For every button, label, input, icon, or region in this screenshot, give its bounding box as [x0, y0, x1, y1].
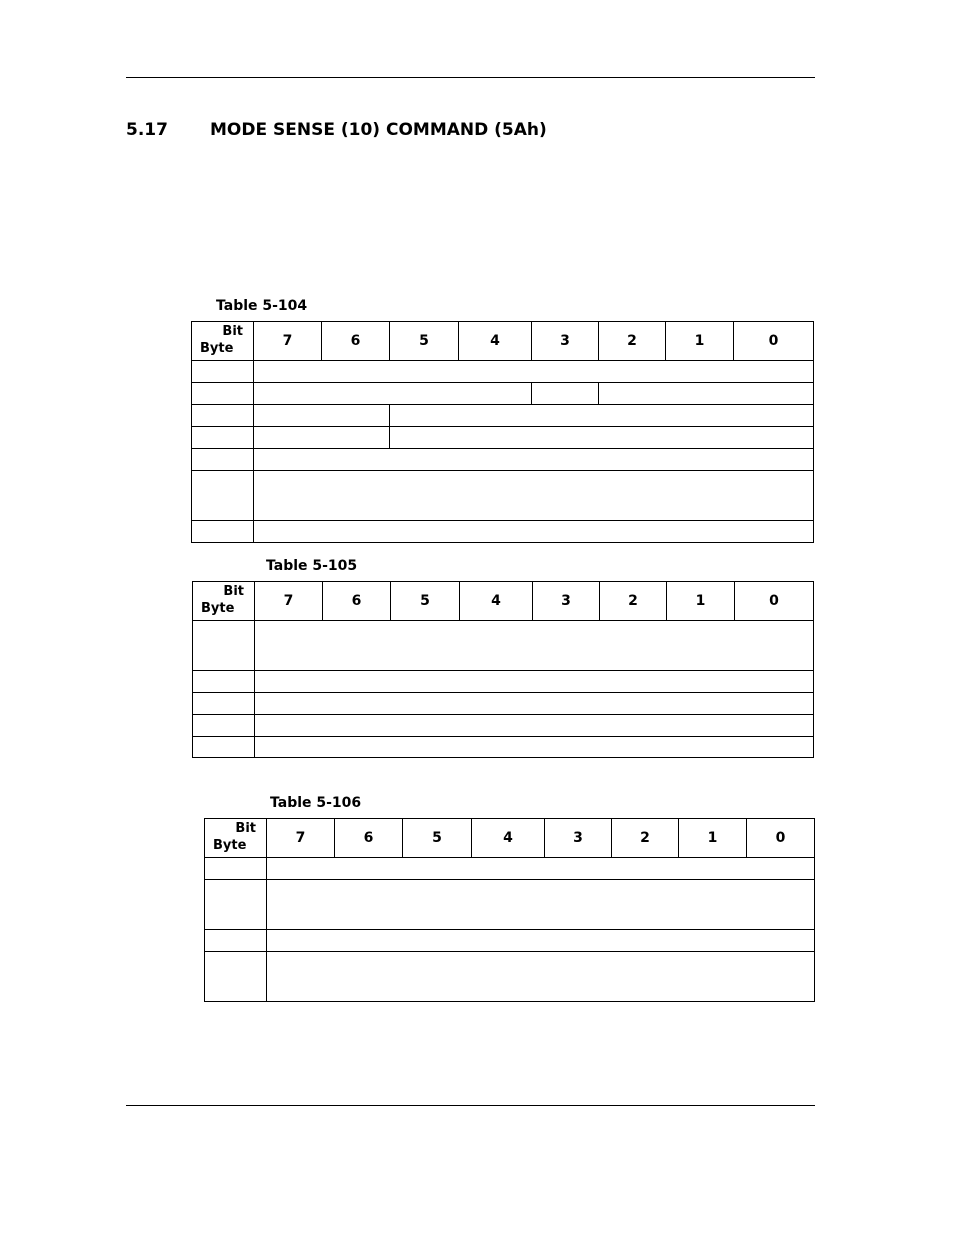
table-5-105 [192, 581, 814, 758]
field-cell [254, 383, 532, 405]
field-cell [390, 405, 814, 427]
bit-byte-header-cell [205, 819, 267, 858]
table-row [192, 521, 814, 543]
field-cell [255, 737, 814, 758]
table-row [205, 952, 815, 1002]
field-cell [254, 361, 814, 383]
bit-3-header: 3 [533, 582, 600, 621]
bit-3-header: 3 [545, 819, 612, 858]
bit-7-header: 7 [254, 322, 322, 361]
table-row [192, 449, 814, 471]
bit-0-header: 0 [734, 322, 814, 361]
byte-cell [205, 930, 267, 952]
table-row [193, 715, 814, 737]
footer-rule [126, 1105, 815, 1106]
bit-0-header: 0 [735, 582, 814, 621]
table-5-106 [204, 818, 815, 1002]
table-row [193, 671, 814, 693]
field-cell [254, 427, 390, 449]
bit-5-header: 5 [390, 322, 459, 361]
bit-byte-header-cell [192, 322, 254, 361]
byte-cell [192, 383, 254, 405]
bit-2-header: 2 [600, 582, 667, 621]
bit-7-header: 7 [267, 819, 335, 858]
table-caption-5-105: Table 5-105 [266, 558, 358, 574]
bit-label: Bit [223, 584, 244, 599]
section-number: 5.17 [126, 120, 168, 140]
field-cell [255, 671, 814, 693]
byte-cell [205, 880, 267, 930]
bit-2-header: 2 [599, 322, 666, 361]
header-rule [126, 77, 815, 78]
bit-4-header: 4 [460, 582, 533, 621]
table-header-row [193, 582, 814, 621]
field-cell [267, 858, 815, 880]
table-row [192, 383, 814, 405]
bit-6-header: 6 [322, 322, 390, 361]
table-row [205, 930, 815, 952]
bit-4-header: 4 [459, 322, 532, 361]
bit-1-header: 1 [667, 582, 735, 621]
byte-cell [193, 737, 255, 758]
field-cell [255, 715, 814, 737]
field-cell [254, 449, 814, 471]
table-row [192, 427, 814, 449]
field-cell [254, 521, 814, 543]
bit-label: Bit [235, 821, 256, 836]
byte-cell [193, 693, 255, 715]
bit-7-header: 7 [255, 582, 323, 621]
byte-label: Byte [201, 601, 235, 616]
table-row [193, 693, 814, 715]
byte-label: Byte [200, 341, 234, 356]
byte-label: Byte [213, 838, 247, 853]
field-cell [532, 383, 599, 405]
byte-cell [193, 671, 255, 693]
bit-6-header: 6 [323, 582, 391, 621]
bit-byte-header-cell [193, 582, 255, 621]
byte-cell [193, 715, 255, 737]
field-cell [390, 427, 814, 449]
field-cell [254, 471, 814, 521]
table-row [193, 737, 814, 758]
table-row [192, 405, 814, 427]
table-5-104 [191, 321, 814, 543]
field-cell [255, 693, 814, 715]
table-caption-5-104: Table 5-104 [216, 298, 308, 314]
bit-label: Bit [222, 324, 243, 339]
byte-cell [192, 405, 254, 427]
field-cell [599, 383, 814, 405]
byte-cell [205, 858, 267, 880]
field-cell [267, 880, 815, 930]
table-caption-5-106: Table 5-106 [270, 795, 362, 811]
bit-1-header: 1 [666, 322, 734, 361]
table-row [205, 880, 815, 930]
bit-2-header: 2 [612, 819, 679, 858]
bit-5-header: 5 [391, 582, 460, 621]
bit-6-header: 6 [335, 819, 403, 858]
bit-3-header: 3 [532, 322, 599, 361]
table-row [192, 361, 814, 383]
table-row [192, 471, 814, 521]
bit-4-header: 4 [472, 819, 545, 858]
bit-0-header: 0 [747, 819, 815, 858]
field-cell [254, 405, 390, 427]
section-title: MODE SENSE (10) COMMAND (5Ah) [210, 120, 547, 140]
bit-1-header: 1 [679, 819, 747, 858]
table-header-row [192, 322, 814, 361]
field-cell [255, 621, 814, 671]
byte-cell [192, 449, 254, 471]
byte-cell [192, 361, 254, 383]
field-cell [267, 952, 815, 1002]
byte-cell [192, 471, 254, 521]
byte-cell [192, 521, 254, 543]
table-header-row [205, 819, 815, 858]
byte-cell [193, 621, 255, 671]
table-row [205, 858, 815, 880]
bit-5-header: 5 [403, 819, 472, 858]
byte-cell [192, 427, 254, 449]
field-cell [267, 930, 815, 952]
table-row [193, 621, 814, 671]
byte-cell [205, 952, 267, 1002]
